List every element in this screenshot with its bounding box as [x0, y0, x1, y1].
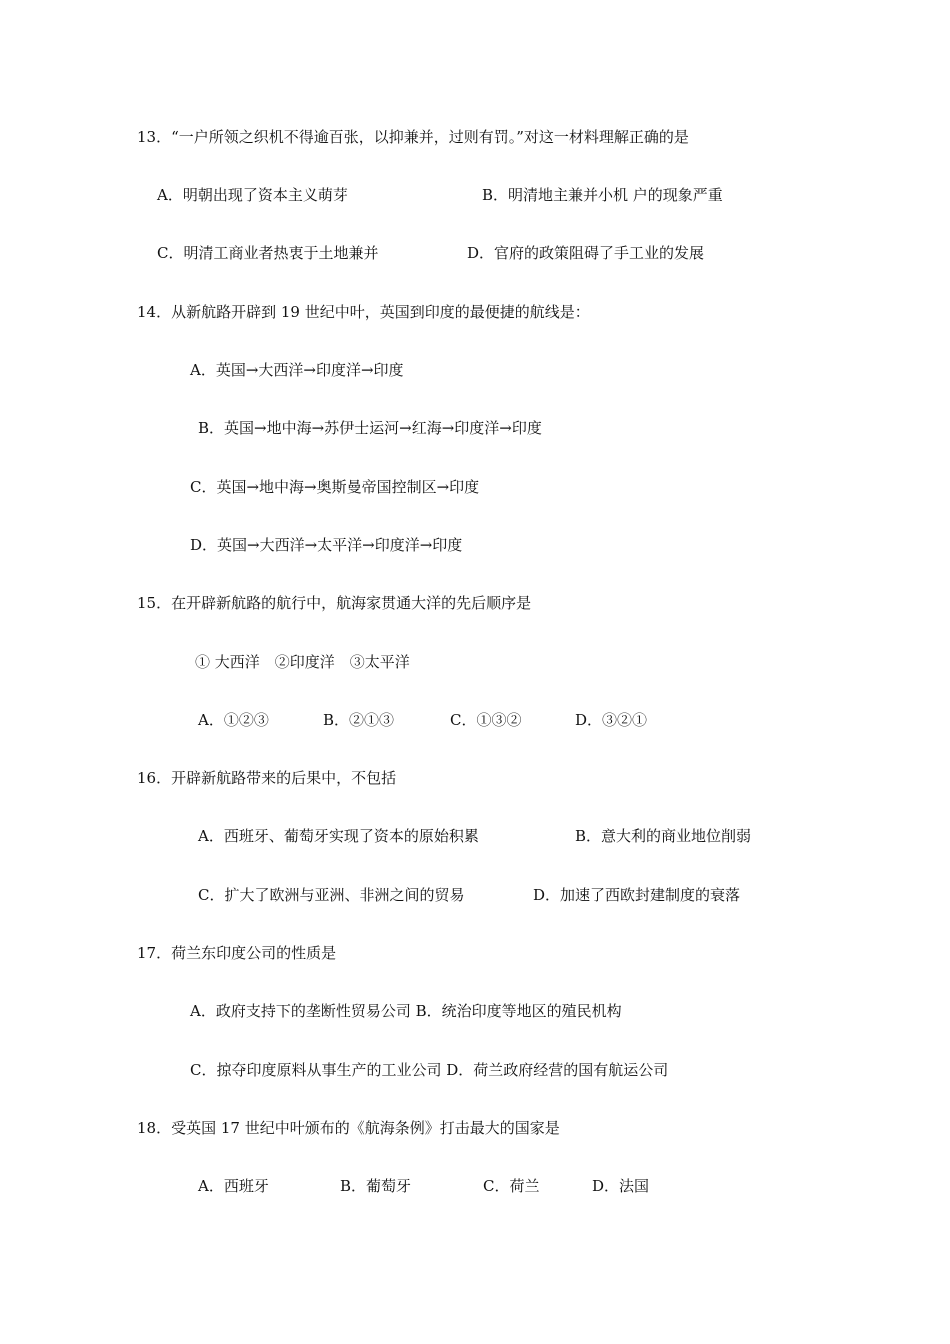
option-16-b: B．意大利的商业地位削弱	[575, 827, 752, 845]
option-14-c: C．英国→地中海→奥斯曼帝国控制区→印度	[190, 478, 480, 496]
option-15-d: D．③②①	[575, 711, 648, 729]
question-13-options-ab	[0, 185, 950, 205]
option-15-a: A．①②③	[198, 711, 269, 729]
option-14-d: D．英国→大西洋→太平洋→印度洋→印度	[190, 536, 463, 554]
question-13-stem: 13．“一户所领之织机不得逾百张，以抑兼并，过则有罚。”对这一材料理解正确的是	[137, 128, 689, 146]
question-15-items: ① 大西洋 ②印度洋 ③太平洋	[195, 653, 410, 671]
option-14-a: A．英国→大西洋→印度洋→印度	[190, 361, 404, 379]
option-15-b: B．②①③	[323, 711, 395, 729]
question-15-options	[0, 710, 950, 730]
option-16-c: C．扩大了欧洲与亚洲、非洲之间的贸易	[198, 886, 465, 904]
question-16-stem: 16．开辟新航路带来的后果中，不包括	[137, 769, 397, 787]
question-18-stem: 18．受英国 17 世纪中叶颁布的《航海条例》打击最大的国家是	[137, 1119, 560, 1137]
option-13-d: D．官府的政策阻碍了手工业的发展	[467, 244, 705, 262]
question-16-options-ab	[0, 826, 950, 846]
question-14-stem: 14．从新航路开辟到 19 世纪中叶，英国到印度的最便捷的航线是：	[137, 303, 590, 321]
question-17-options-cd: C．掠夺印度原料从事生产的工业公司 D．荷兰政府经营的国有航运公司	[190, 1061, 669, 1079]
question-17-stem: 17．荷兰东印度公司的性质是	[137, 944, 337, 962]
option-16-a: A．西班牙、葡萄牙实现了资本的原始积累	[198, 827, 479, 845]
option-16-d: D．加速了西欧封建制度的衰落	[533, 886, 741, 904]
option-15-c: C．①③②	[450, 711, 522, 729]
question-15-stem: 15．在开辟新航路的航行中，航海家贯通大洋的先后顺序是	[137, 594, 532, 612]
option-14-b: B．英国→地中海→苏伊士运河→红海→印度洋→印度	[198, 419, 542, 437]
question-16-options-cd	[0, 885, 950, 905]
option-13-b: B．明清地主兼并小机 户的现象严重	[482, 186, 723, 204]
question-18-options	[0, 1176, 950, 1196]
option-18-c: C．荷兰	[483, 1177, 540, 1195]
option-18-b: B．葡萄牙	[340, 1177, 412, 1195]
question-13-options-cd	[0, 243, 950, 263]
question-17-options-ab: A．政府支持下的垄断性贸易公司 B．统治印度等地区的殖民机构	[190, 1002, 622, 1020]
option-18-d: D．法国	[592, 1177, 650, 1195]
option-18-a: A．西班牙	[198, 1177, 269, 1195]
option-13-a: A．明朝出现了资本主义萌芽	[157, 186, 348, 204]
option-13-c: C．明清工商业者热衷于土地兼并	[157, 244, 379, 262]
